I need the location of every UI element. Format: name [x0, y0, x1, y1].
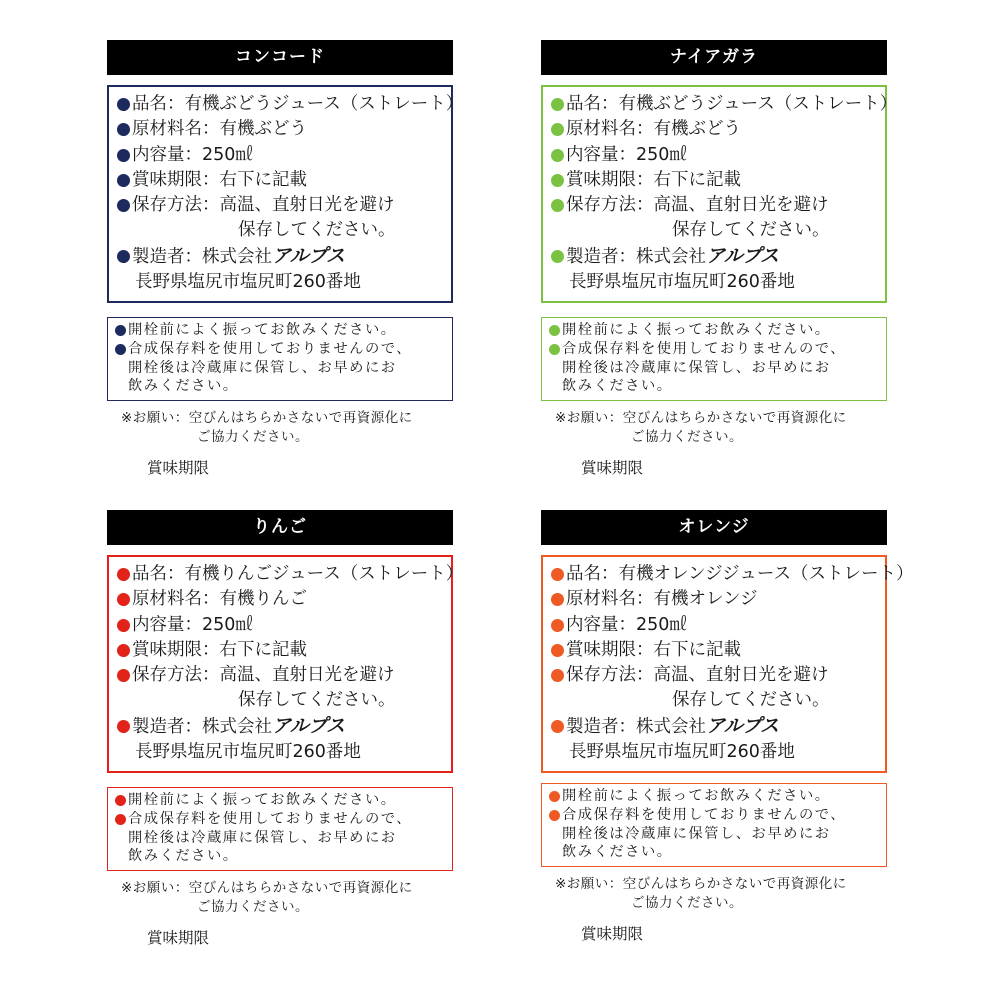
- bullet-dot-icon: [117, 644, 130, 657]
- ingredients: 原材料名：有機オレンジ: [566, 589, 758, 610]
- bullet-dot-icon: [115, 795, 126, 806]
- product-name: 品名：有機ぶどうジュース（ストレート）: [566, 94, 898, 114]
- caution-shake: 開栓前によく振ってお飲みください。: [562, 322, 831, 339]
- caution-preservative-cont1: 開栓後は冷蔵庫に保管し、お早めにお: [562, 359, 831, 376]
- maker-address: 長野県塩尻市塩尻町260番地: [569, 272, 795, 293]
- caution-preservative-cont1: 開栓後は冷蔵庫に保管し、お早めにお: [128, 829, 397, 846]
- bullet-dot-icon: [117, 568, 130, 581]
- best-before: 賞味期限：右下に記載: [132, 639, 307, 660]
- caution-shake: 開栓前によく振ってお飲みください。: [128, 322, 397, 339]
- recycle-note-line1: ※お願い：空びんはちらかさないで再資源化に: [555, 876, 847, 893]
- bullet-dot-icon: [551, 199, 564, 212]
- storage-method-cont: 保存してください。: [238, 690, 396, 711]
- storage-method-cont: 保存してください。: [672, 690, 830, 711]
- caution-preservative: 合成保存料を使用しておりませんので、: [128, 341, 413, 358]
- maker: [566, 714, 778, 740]
- best-before: 賞味期限：右下に記載: [566, 169, 741, 190]
- expiry-label: 賞味期限: [581, 925, 644, 944]
- expiry-label: 賞味期限: [581, 459, 644, 478]
- caution-preservative: 合成保存料を使用しておりませんので、: [562, 341, 847, 358]
- bullet-dot-icon: [115, 344, 126, 355]
- maker-address: 長野県塩尻市塩尻町260番地: [135, 272, 361, 293]
- caution-box: [541, 783, 887, 867]
- maker-prefix: 製造者：株式会社: [566, 246, 706, 267]
- recycle-note-line1: ※お願い：空びんはちらかさないで再資源化に: [121, 880, 413, 897]
- maker: [566, 244, 778, 270]
- caution-preservative-cont2: 飲みください。: [562, 844, 673, 861]
- recycle-note-line1: ※お願い：空びんはちらかさないで再資源化に: [121, 410, 413, 427]
- caution-preservative-cont2: 飲みください。: [128, 848, 239, 865]
- maker: [132, 714, 344, 740]
- caution-preservative-cont1: 開栓後は冷蔵庫に保管し、お早めにお: [562, 825, 831, 842]
- bullet-dot-icon: [551, 644, 564, 657]
- volume: 内容量：250㎖: [132, 144, 253, 165]
- maker-brand-logo: アルプス: [706, 244, 779, 267]
- recycle-note: [107, 879, 453, 917]
- caution-preservative-cont1: 開栓後は冷蔵庫に保管し、お早めにお: [128, 359, 397, 376]
- bullet-dot-icon: [549, 791, 560, 802]
- maker-address: 長野県塩尻市塩尻町260番地: [569, 742, 795, 763]
- bullet-dot-icon: [551, 123, 564, 136]
- panel-header: オレンジ: [541, 510, 887, 545]
- panel-header: ナイアガラ: [541, 40, 887, 75]
- panel-header: コンコード: [107, 40, 453, 75]
- storage-method: 保存方法：高温、直射日光を避け: [132, 195, 395, 216]
- product-name: 品名：有機ぶどうジュース（ストレート）: [132, 94, 464, 114]
- maker-prefix: 製造者：株式会社: [132, 246, 272, 267]
- product-info-box: [541, 85, 898, 303]
- product-info-box: [541, 555, 914, 773]
- bullet-dot-icon: [551, 669, 564, 682]
- bullet-dot-icon: [117, 619, 130, 632]
- label-panel-apple: [107, 510, 464, 948]
- maker-prefix: 製造者：株式会社: [132, 716, 272, 737]
- storage-method: 保存方法：高温、直射日光を避け: [566, 665, 829, 686]
- recycle-note-line2: ご協力ください。: [631, 895, 743, 912]
- caution-shake: 開栓前によく振ってお飲みください。: [128, 792, 397, 809]
- bullet-dot-icon: [549, 810, 560, 821]
- bullet-dot-icon: [551, 174, 564, 187]
- bullet-dot-icon: [117, 250, 130, 263]
- caution-preservative: 合成保存料を使用しておりませんので、: [128, 811, 413, 828]
- label-panel-concord: [107, 40, 464, 478]
- product-info-box: [107, 555, 464, 773]
- caution-box: [541, 317, 887, 401]
- recycle-note: [107, 409, 453, 447]
- volume: 内容量：250㎖: [566, 144, 687, 165]
- caution-shake: 開栓前によく振ってお飲みください。: [562, 788, 831, 805]
- panel-header: りんご: [107, 510, 453, 545]
- bullet-dot-icon: [551, 593, 564, 606]
- recycle-note-line2: ご協力ください。: [631, 429, 743, 446]
- storage-method-cont: 保存してください。: [238, 220, 396, 241]
- bullet-dot-icon: [551, 720, 564, 733]
- bullet-dot-icon: [551, 568, 564, 581]
- label-panel-niagara: [541, 40, 898, 478]
- expiry-label: 賞味期限: [147, 929, 210, 948]
- maker-prefix: 製造者：株式会社: [566, 716, 706, 737]
- recycle-note: [541, 875, 887, 913]
- caution-preservative: 合成保存料を使用しておりませんので、: [562, 807, 847, 824]
- maker-address: 長野県塩尻市塩尻町260番地: [135, 742, 361, 763]
- bullet-dot-icon: [115, 814, 126, 825]
- storage-method: 保存方法：高温、直射日光を避け: [566, 195, 829, 216]
- caution-box: [107, 317, 453, 401]
- expiry-label: 賞味期限: [147, 459, 210, 478]
- ingredients: 原材料名：有機ぶどう: [566, 119, 741, 140]
- volume: 内容量：250㎖: [566, 614, 687, 635]
- recycle-note: [541, 409, 887, 447]
- storage-method: 保存方法：高温、直射日光を避け: [132, 665, 395, 686]
- product-name: 品名：有機りんごジュース（ストレート）: [132, 564, 464, 584]
- bullet-dot-icon: [549, 344, 560, 355]
- maker-brand-logo: アルプス: [272, 244, 345, 267]
- product-name: 品名：有機オレンジジュース（ストレート）: [566, 564, 914, 584]
- recycle-note-line2: ご協力ください。: [197, 899, 309, 916]
- maker-brand-logo: アルプス: [272, 714, 345, 737]
- bullet-dot-icon: [117, 199, 130, 212]
- bullet-dot-icon: [551, 149, 564, 162]
- maker: [132, 244, 344, 270]
- bullet-dot-icon: [117, 98, 130, 111]
- best-before: 賞味期限：右下に記載: [566, 639, 741, 660]
- bullet-dot-icon: [115, 325, 126, 336]
- bullet-dot-icon: [117, 149, 130, 162]
- maker-brand-logo: アルプス: [706, 714, 779, 737]
- caution-preservative-cont2: 飲みください。: [128, 378, 239, 395]
- bullet-dot-icon: [551, 250, 564, 263]
- caution-box: [107, 787, 453, 871]
- best-before: 賞味期限：右下に記載: [132, 169, 307, 190]
- bullet-dot-icon: [117, 720, 130, 733]
- bullet-dot-icon: [117, 174, 130, 187]
- volume: 内容量：250㎖: [132, 614, 253, 635]
- bullet-dot-icon: [549, 325, 560, 336]
- bullet-dot-icon: [551, 619, 564, 632]
- bullet-dot-icon: [117, 593, 130, 606]
- ingredients: 原材料名：有機りんご: [132, 589, 307, 610]
- caution-preservative-cont2: 飲みください。: [562, 378, 673, 395]
- recycle-note-line1: ※お願い：空びんはちらかさないで再資源化に: [555, 410, 847, 427]
- bullet-dot-icon: [117, 123, 130, 136]
- product-info-box: [107, 85, 464, 303]
- recycle-note-line2: ご協力ください。: [197, 429, 309, 446]
- ingredients: 原材料名：有機ぶどう: [132, 119, 307, 140]
- bullet-dot-icon: [117, 669, 130, 682]
- label-panel-orange: [541, 510, 914, 944]
- bullet-dot-icon: [551, 98, 564, 111]
- storage-method-cont: 保存してください。: [672, 220, 830, 241]
